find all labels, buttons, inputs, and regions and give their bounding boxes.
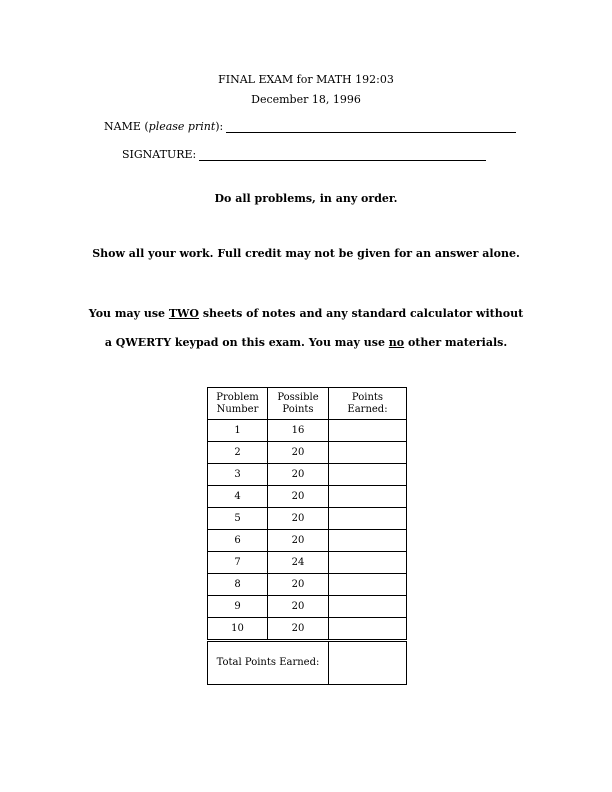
table-row <box>208 552 407 574</box>
name-label: NAME (please print): <box>104 120 224 133</box>
possible-points-cell: 20 <box>268 442 329 464</box>
table-row <box>208 464 407 486</box>
table-row <box>208 420 407 442</box>
name-field-row <box>104 120 516 133</box>
table-row <box>208 508 407 530</box>
header-problem-number: Problem Number <box>208 388 268 420</box>
instruction-line-3: You may use TWO sheets of notes and any standard calculator without <box>88 307 524 320</box>
emphasis-two: TWO <box>168 307 199 320</box>
exam-date: December 18, 1996 <box>251 93 361 106</box>
points-earned-cell[interactable] <box>329 442 407 464</box>
problem-number-cell: 6 <box>208 530 268 552</box>
possible-points-cell: 16 <box>268 420 329 442</box>
problem-number-cell: 1 <box>208 420 268 442</box>
table-row <box>208 486 407 508</box>
points-earned-cell[interactable] <box>329 486 407 508</box>
name-input-line[interactable] <box>226 122 516 133</box>
problem-number-cell: 10 <box>208 618 268 641</box>
header-points-earned: Points Earned: <box>329 388 407 420</box>
table-header-row <box>208 388 407 420</box>
problem-number-cell: 5 <box>208 508 268 530</box>
points-earned-cell[interactable] <box>329 596 407 618</box>
signature-input-line[interactable] <box>199 150 486 161</box>
possible-points-cell: 20 <box>268 618 329 641</box>
table-row <box>208 574 407 596</box>
possible-points-cell: 20 <box>268 486 329 508</box>
instruction-line-4: a QWERTY keypad on this exam. You may use no other materials. <box>104 336 508 349</box>
points-earned-cell[interactable] <box>329 464 407 486</box>
points-earned-cell[interactable] <box>329 618 407 641</box>
problem-number-cell: 7 <box>208 552 268 574</box>
possible-points-cell: 20 <box>268 508 329 530</box>
instruction-line-2: Show all your work. Full credit may not be given for an answer alone. <box>92 247 520 260</box>
table-row <box>208 596 407 618</box>
points-earned-cell[interactable] <box>329 530 407 552</box>
instruction-line-1: Do all problems, in any order. <box>214 192 398 205</box>
emphasis-no: no <box>388 336 405 349</box>
points-earned-cell[interactable] <box>329 420 407 442</box>
points-earned-cell[interactable] <box>329 508 407 530</box>
score-table <box>207 387 407 685</box>
problem-number-cell: 3 <box>208 464 268 486</box>
table-row <box>208 442 407 464</box>
problem-number-cell: 4 <box>208 486 268 508</box>
possible-points-cell: 20 <box>268 464 329 486</box>
total-row <box>208 641 407 685</box>
problem-number-cell: 9 <box>208 596 268 618</box>
exam-title: FINAL EXAM for MATH 192:03 <box>218 73 394 86</box>
signature-field-row <box>122 148 486 161</box>
total-points-cell[interactable] <box>329 641 407 685</box>
total-label: Total Points Earned: <box>208 641 329 685</box>
possible-points-cell: 20 <box>268 530 329 552</box>
points-earned-cell[interactable] <box>329 574 407 596</box>
points-earned-cell[interactable] <box>329 552 407 574</box>
header-possible-points: Possible Points <box>268 388 329 420</box>
problem-number-cell: 2 <box>208 442 268 464</box>
problem-number-cell: 8 <box>208 574 268 596</box>
possible-points-cell: 20 <box>268 574 329 596</box>
signature-label: SIGNATURE: <box>122 148 197 161</box>
possible-points-cell: 20 <box>268 596 329 618</box>
possible-points-cell: 24 <box>268 552 329 574</box>
table-row <box>208 530 407 552</box>
table-row <box>208 618 407 641</box>
